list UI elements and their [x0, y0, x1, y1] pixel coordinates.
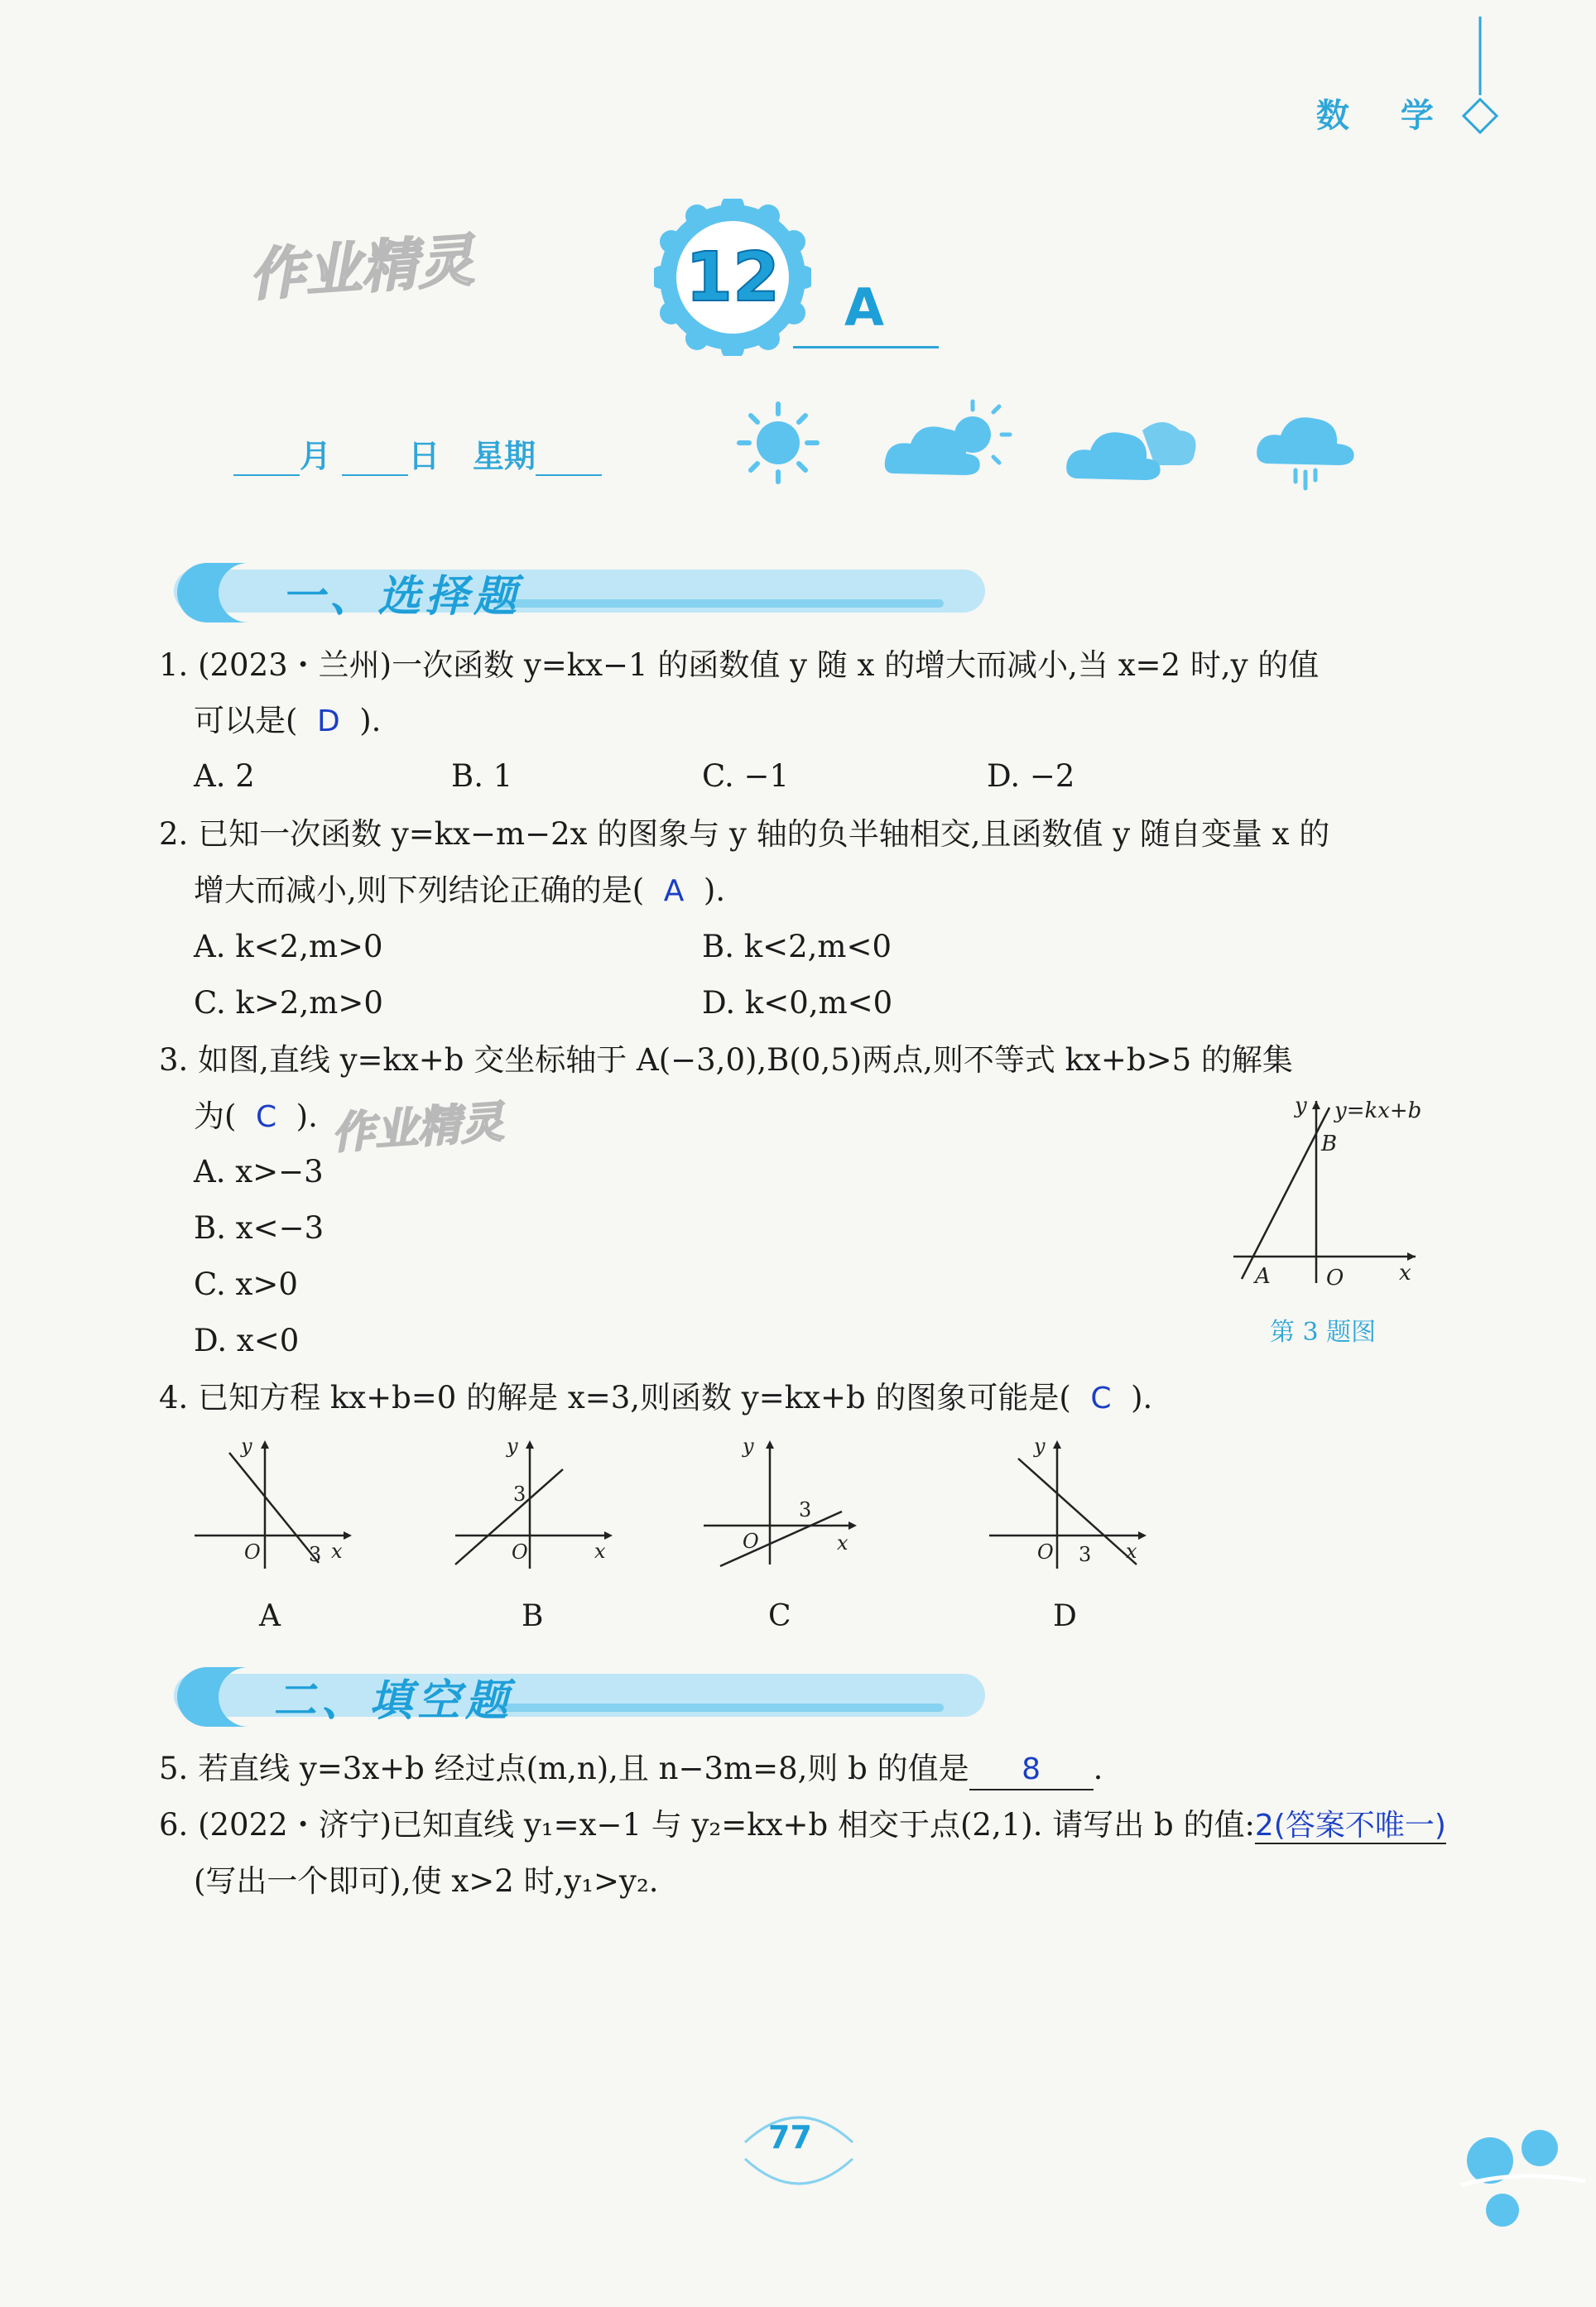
q6-line1: 6. (2022・济宁)已知直线 y₁=x−1 与 y₂=kx+b 相交于点(2,1). 请写出 b 的值:2(答案不唯一) — [159, 1807, 1446, 1843]
svg-text:O: O — [1037, 1540, 1054, 1564]
q2-option-a: A. k<2,m>0 — [194, 929, 383, 964]
svg-text:O: O — [743, 1530, 759, 1553]
month-label: 月 — [300, 438, 332, 474]
weekday-label: 星期 — [472, 438, 536, 474]
subject-label: 数 学 — [1316, 97, 1454, 135]
partly-cloudy-icon[interactable] — [882, 389, 1022, 488]
q4-graph-c-label: C — [768, 1599, 791, 1633]
q4-graph-d-label: D — [1053, 1599, 1077, 1633]
q5-line: 5. 若直线 y=3x+b 经过点(m,n),且 n−3m=8,则 b 的值是 8 . — [159, 1750, 1103, 1790]
q6-line2: (写出一个即可),使 x>2 时,y₁>y₂. — [194, 1863, 659, 1899]
svg-text:y: y — [1034, 1435, 1046, 1458]
q1-option-a: A. 2 — [194, 758, 255, 794]
q4-answer[interactable]: C — [1090, 1382, 1112, 1415]
lesson-number: 12 — [685, 238, 781, 317]
q2-option-c: C. k>2,m>0 — [194, 985, 383, 1021]
svg-text:x: x — [837, 1531, 848, 1555]
q3-fig-a: A — [1255, 1264, 1271, 1289]
q3-fig-eq: y=kx+b — [1334, 1098, 1422, 1123]
q3-answer[interactable]: C — [255, 1100, 277, 1134]
svg-text:y: y — [743, 1435, 754, 1458]
q4-graph-a — [186, 1432, 360, 1573]
q3-figure — [1225, 1093, 1440, 1291]
lesson-underline — [793, 346, 939, 348]
q3-line2: 为( C ). — [194, 1098, 318, 1134]
q2-line2: 增大而减小,则下列结论正确的是( A ). — [194, 872, 726, 908]
cloudy-icon[interactable] — [1064, 406, 1204, 488]
q3-option-c: C. x>0 — [194, 1266, 298, 1302]
q4-graph-b — [447, 1432, 621, 1573]
q6-answer[interactable]: 2(答案不唯一) — [1254, 1809, 1446, 1843]
q3-fig-x: x — [1399, 1261, 1411, 1286]
q2-line1: 2. 已知一次函数 y=kx−m−2x 的图象与 y 轴的负半轴相交,且函数值 y 随自变量 x 的 — [159, 816, 1330, 852]
q4-graph-d — [981, 1432, 1155, 1573]
q4-graph-c — [699, 1432, 873, 1573]
day-blank[interactable] — [342, 449, 408, 476]
q3-option-a: A. x>−3 — [194, 1154, 324, 1190]
svg-text:x: x — [331, 1540, 343, 1563]
svg-text:O: O — [244, 1540, 261, 1564]
watermark: 作业精灵 — [246, 228, 476, 310]
date-line — [233, 430, 602, 476]
svg-text:y: y — [507, 1435, 518, 1458]
lesson-letter: A — [844, 277, 884, 338]
watermark-2: 作业精灵 — [329, 1097, 506, 1160]
svg-text:y: y — [241, 1435, 252, 1458]
q1-option-c: C. −1 — [702, 758, 790, 794]
month-blank[interactable] — [233, 449, 300, 476]
lesson-badge — [654, 199, 811, 356]
q1-answer[interactable]: D — [316, 704, 340, 738]
svg-text:x: x — [594, 1540, 606, 1563]
page-number: 77 — [768, 2119, 812, 2156]
section-1-title: 一、选择题 — [281, 571, 522, 622]
q3-figure-caption: 第 3 题图 — [1270, 1318, 1377, 1347]
svg-text:3: 3 — [799, 1498, 812, 1521]
svg-text:3: 3 — [513, 1483, 526, 1506]
q2-answer[interactable]: A — [663, 874, 685, 908]
svg-text:O: O — [512, 1540, 528, 1564]
q3-fig-y: y — [1295, 1093, 1307, 1118]
day-label: 日 — [408, 438, 440, 474]
q1-line1: 1. (2023・兰州)一次函数 y=kx−1 的函数值 y 随 x 的增大而减小,当 x=2 时,y 的值 — [159, 647, 1320, 683]
q5-answer[interactable]: 8 — [1022, 1752, 1041, 1786]
q1-line2: 可以是( D ). — [194, 703, 382, 738]
sun-icon[interactable] — [737, 397, 828, 488]
q3-option-b: B. x<−3 — [194, 1210, 324, 1246]
rain-icon[interactable] — [1254, 406, 1378, 497]
q4-graph-b-label: B — [522, 1599, 544, 1633]
q3-line1: 3. 如图,直线 y=kx+b 交坐标轴于 A(−3,0),B(0,5)两点,则不等式 kx+b>5 的解集 — [159, 1042, 1293, 1078]
q3-fig-o: O — [1326, 1266, 1344, 1290]
q2-option-b: B. k<2,m<0 — [702, 929, 892, 964]
weekday-blank[interactable] — [536, 449, 602, 476]
section-2-title: 二、填空题 — [273, 1675, 514, 1726]
q2-option-d: D. k<0,m<0 — [702, 985, 893, 1021]
q1-option-b: B. 1 — [451, 758, 513, 794]
svg-text:x: x — [1126, 1540, 1137, 1563]
q3-fig-b: B — [1321, 1132, 1338, 1156]
header-ornament — [1457, 17, 1556, 149]
corner-bubbles-icon — [1453, 2119, 1594, 2235]
svg-text:3: 3 — [309, 1543, 322, 1566]
q4-line1: 4. 已知方程 kx+b=0 的解是 x=3,则函数 y=kx+b 的图象可能是( C ). — [159, 1380, 1153, 1415]
q1-option-d: D. −2 — [987, 758, 1075, 794]
svg-text:3: 3 — [1079, 1543, 1092, 1566]
q4-graph-a-label: A — [259, 1599, 281, 1633]
q3-option-d: D. x<0 — [194, 1323, 300, 1358]
